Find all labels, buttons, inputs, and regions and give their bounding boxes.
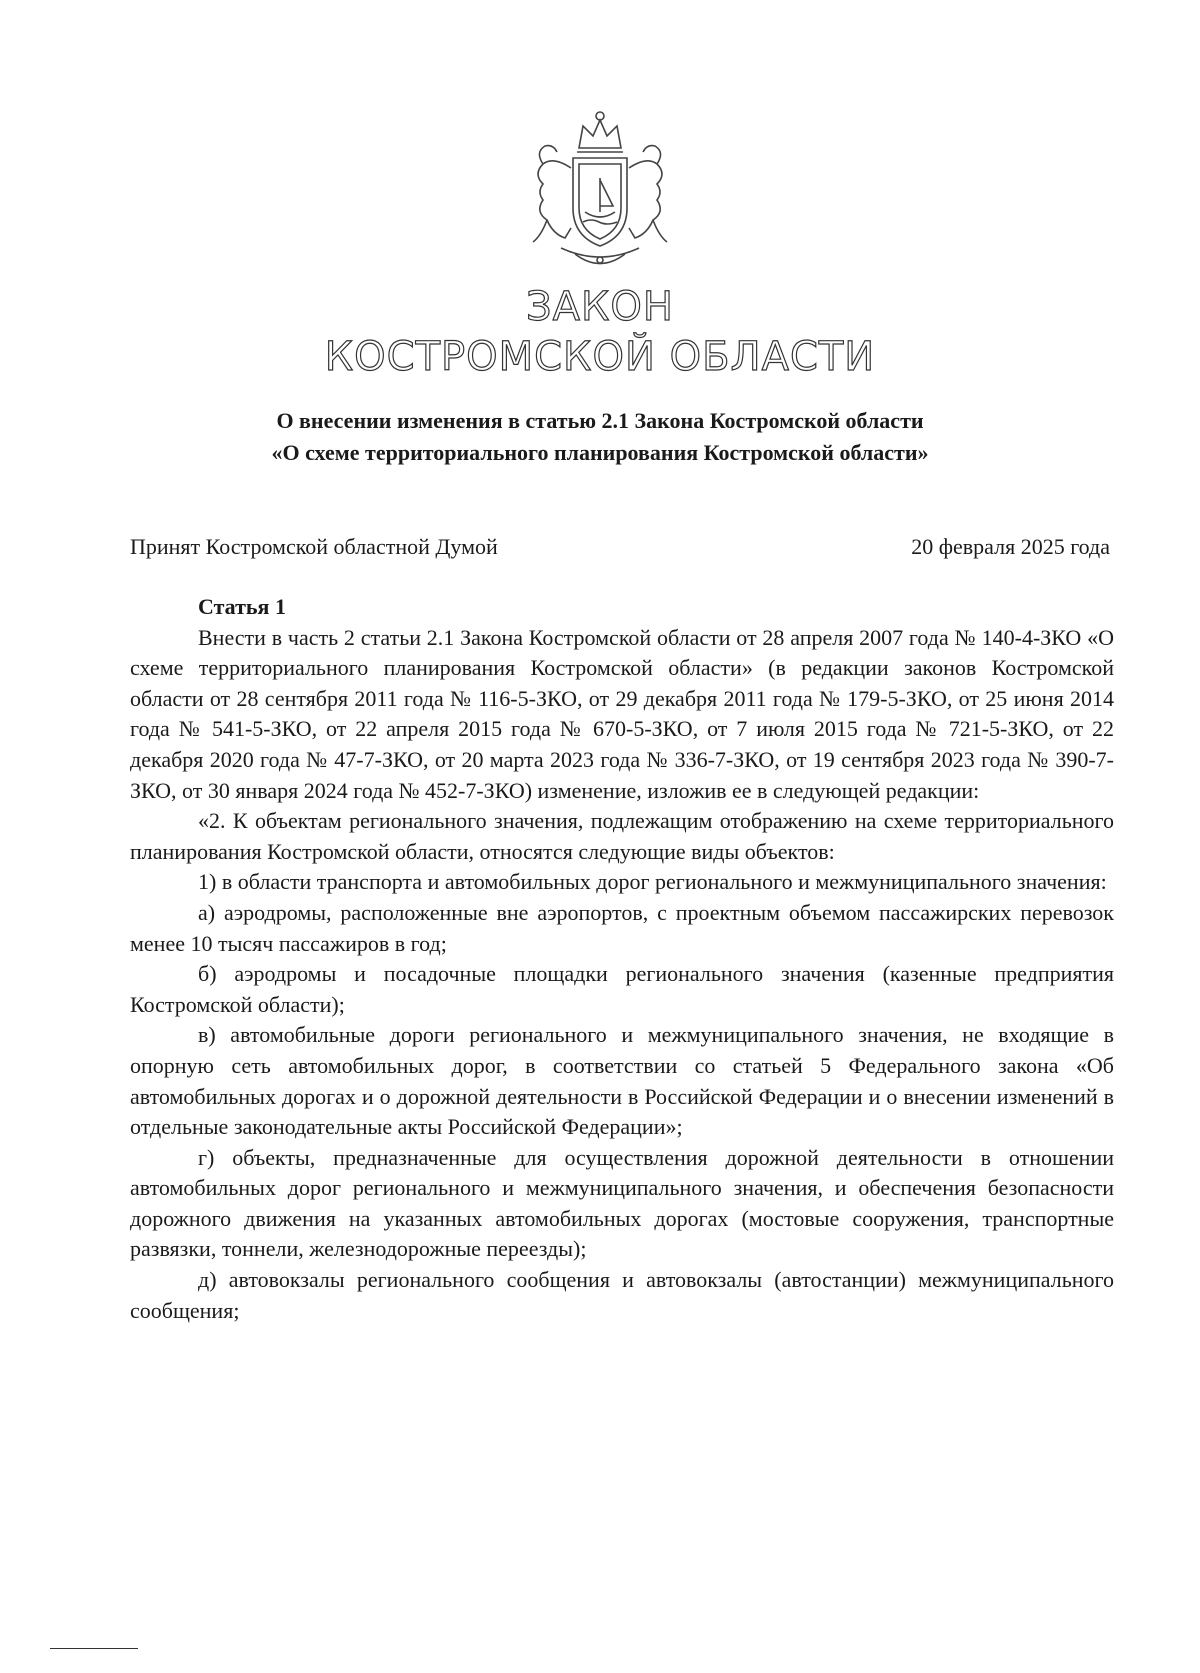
article-paragraph: 1) в области транспорта и автомобильных дорог регионального и межмуниципального значения:: [198, 869, 1107, 895]
article-paragraph: д) автовокзалы регионального сообщения и автовокзалы (автостанции) межмуниципального сообщения;: [130, 1267, 1114, 1323]
article-paragraph: в) автомобильные дороги регионального и межмуниципального значения, не входящие в опорную сеть автомобильных дорог, в соответствии со статьей 5 Федерального закона «Об автомобильных дорогах и о дорожной деятельности в Российской Федерации и о внесении изменений в отдельные законодательные акты Российской Федерации»;: [130, 1022, 1114, 1140]
article-paragraph: «2. К объектам регионального значения, подлежащим отображению на схеме территориального планирования Костромской области, относятся следующие виды объектов:: [130, 808, 1114, 864]
subject-line-2: «О схеме территориального планирования Костромской области»: [271, 440, 929, 465]
adoption-date: 20 февраля 2025 года: [911, 534, 1110, 559]
article-body: [130, 592, 1114, 1326]
subject-line-1: О внесении изменения в статью 2.1 Закона Костромской области: [276, 408, 924, 433]
article-paragraph: г) объекты, предназначенные для осуществления дорожной деятельности в отношении автомобильных дорог регионального и межмуниципального значения, и обеспечения безопасности дорожного движения на указанных автомобильных дорогах (мостовые сооружения, транспортные развязки, тоннели, железнодорожные переезды);: [130, 1144, 1114, 1262]
article-heading: Статья 1: [198, 594, 286, 619]
adopted-by: Принят Костромской областной Думой: [130, 534, 498, 559]
adoption-line: [130, 532, 1110, 562]
law-title: ЗАКОН: [526, 284, 674, 330]
footnote-separator: [50, 1648, 138, 1649]
law-subject: [0, 405, 1200, 469]
article-paragraph: Внести в часть 2 статьи 2.1 Закона Костромской области от 28 апреля 2007 года № 140-4-ЗКО «О схеме территориального планирования Костромской области» (в редакции законов Костромской области от 28 сентября 2011 года № 116-5-ЗКО, от 29 декабря 2011 года № 179-5-ЗКО, от 25 июня 2014 года № 541-5-ЗКО, от 22 апреля 2015 года № 670-5-ЗКО, от 7 июля 2015 года № 721-5-ЗКО, от 22 декабря 2020 года № 47-7-ЗКО, от 20 марта 2023 года № 336-7-ЗКО, от 19 сентября 2023 года № 390-7-ЗКО, от 30 января 2024 года № 452-7-ЗКО) изменение, изложив ее в следующей редакции:: [130, 624, 1114, 803]
article-paragraph: б) аэродромы и посадочные площадки регионального значения (казенные предприятия Костромской области);: [130, 961, 1114, 1017]
article-paragraph: а) аэродромы, расположенные вне аэропортов, с проектным объемом пассажирских перевозок менее 10 тысяч пассажиров в год;: [130, 899, 1114, 956]
coat-of-arms-emblem: [513, 108, 688, 273]
region-title: КОСТРОМСКОЙ ОБЛАСТИ: [324, 334, 876, 380]
